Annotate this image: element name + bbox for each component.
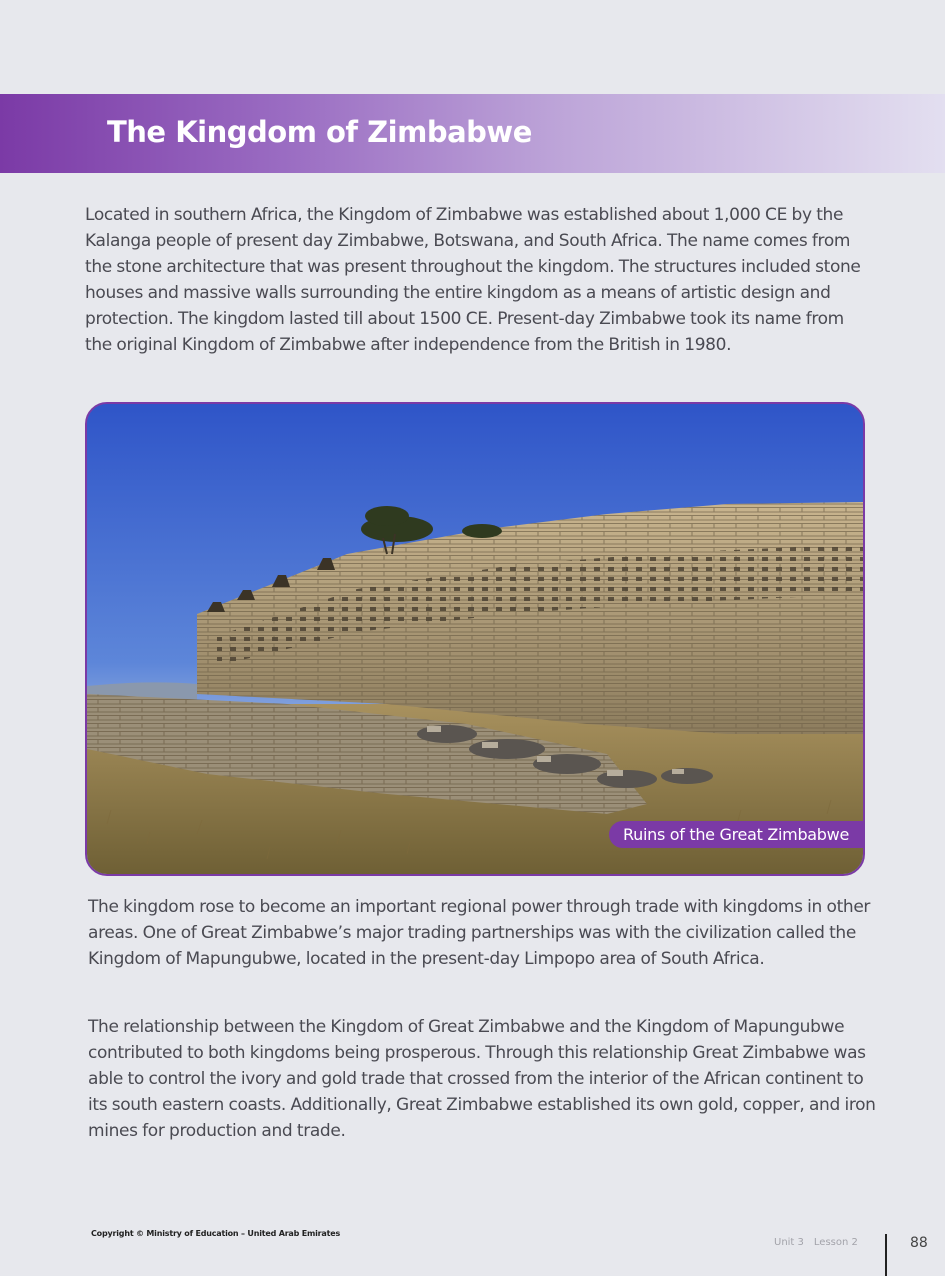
- lesson-label: Lesson 2: [813, 1237, 858, 1248]
- page-number: 88: [910, 1235, 928, 1251]
- unit-label: Unit 3: [774, 1237, 804, 1248]
- page-title: The Kingdom of Zimbabwe: [107, 115, 532, 149]
- photo-caption: Ruins of the Great Zimbabwe: [609, 821, 865, 848]
- intro-paragraph: Located in southern Africa, the Kingdom of Zimbabwe was established about 1,000 CE by the Kalanga people of present day Zimbabwe, Botswana, and South Africa. The name comes from the stone architecture that was present throughout the kingdom. The structures included stone houses and massive walls surrounding the entire kingdom as a means of artistic design and protection. The kingdom lasted till about 1500 CE. Present-day Zimbabwe took its name from the original Kingdom of Zimbabwe after independence from the British in 1980.: [85, 205, 861, 355]
- footer-divider: [885, 1234, 887, 1276]
- great-zimbabwe-ruins-image: [87, 404, 863, 874]
- body-paragraph-trade: The kingdom rose to become an important regional power through trade with kingdoms in other areas. One of Great Zimbabwe’s major trading partnerships was with the civilization called the Kingdom of Mapungubwe, located in the present-day Limpopo area of South Africa.: [88, 897, 871, 969]
- ruins-photo: [85, 402, 865, 876]
- copyright-notice: Copyright © Ministry of Education – United Arab Emirates: [91, 1229, 341, 1238]
- footer-unit-lesson: [774, 1237, 858, 1248]
- body-paragraph-relationship: The relationship between the Kingdom of Great Zimbabwe and the Kingdom of Mapungubwe contributed to both kingdoms being prosperous. Through this relationship Great Zimbabwe was able to control the ivory and gold trade that crossed from the interior of the African continent to its south eastern coasts. Additionally, Great Zimbabwe established its own gold, copper, and iron mines for production and trade.: [88, 1017, 876, 1141]
